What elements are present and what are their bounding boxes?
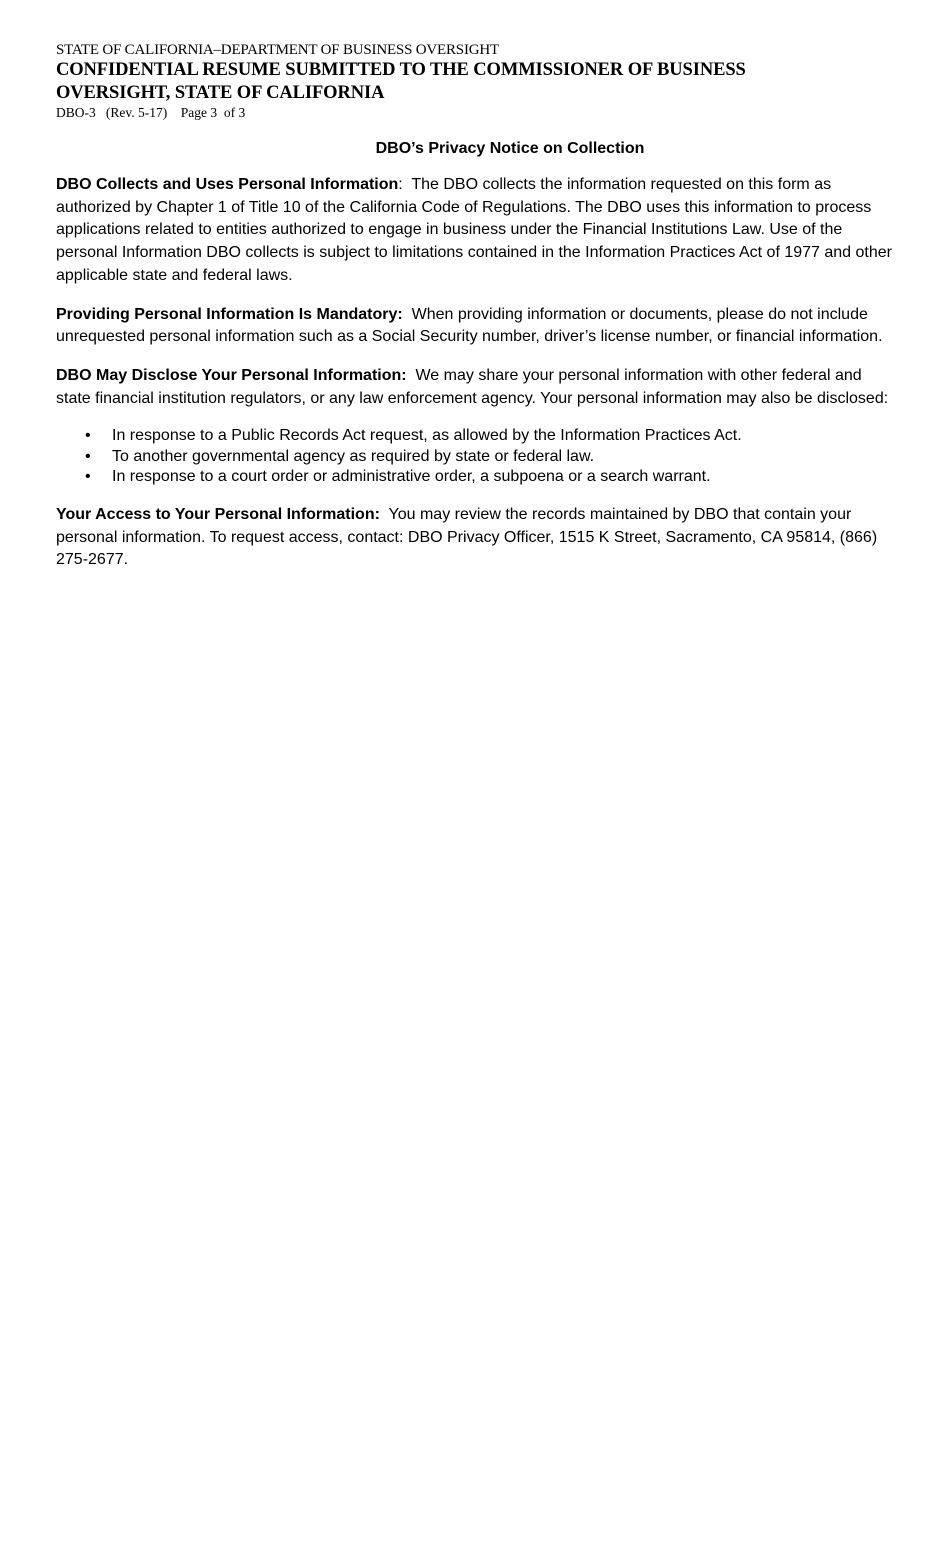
section-heading: DBO May Disclose Your Personal Information:: [56, 366, 407, 384]
section-text: The DBO collects the information requested on this form as authorized by Chapter 1 of Title 10 of the California Code of Regulations. The DBO uses this information to process applications related to entities authorized to engage in business under the Financial Institutions Law. Use of the personal Information DBO collects is subject to limitations contained in the Information Practices Act of 1977 and other applicable state and federal laws.: [56, 176, 892, 284]
form-title-line-2: OVERSIGHT, STATE OF CALIFORNIA: [56, 83, 385, 103]
section-text: When providing information or documents, please do not include unrequested personal information such as a Social Security number, driver’s license number, or financial information.: [56, 305, 883, 346]
section-heading: Your Access to Your Personal Information:: [56, 505, 380, 523]
list-item: [56, 426, 894, 447]
disclosure-list: [56, 426, 894, 488]
list-item-text: To another governmental agency as required by state or federal law.: [112, 447, 595, 465]
section-text: You may review the records maintained by DBO that contain your personal information. To request access, contact: DBO Privacy Officer, 1515 K Street, Sacramento, CA 95814, (866) 275-2677.: [56, 505, 878, 569]
section-may-disclose: [56, 365, 894, 410]
form-title-line-1: CONFIDENTIAL RESUME SUBMITTED TO THE COMMISSIONER OF BUSINESS: [56, 60, 746, 80]
bullet-glyph: •: [85, 427, 91, 445]
section-separator: [403, 306, 412, 323]
section-your-access: [56, 504, 894, 572]
list-item: [56, 447, 894, 468]
list-item-text: In response to a Public Records Act request, as allowed by the Information Practices Act.: [112, 427, 742, 445]
form-id-line: DBO-3 (Rev. 5-17) Page 3 of 3: [56, 105, 246, 120]
section-collects-uses: [56, 174, 894, 288]
section-heading: DBO Collects and Uses Personal Information: [56, 176, 399, 193]
section-mandatory: [56, 304, 894, 349]
section-heading: Providing Personal Information Is Mandatory:: [56, 305, 403, 323]
agency-line: STATE OF CALIFORNIA–DEPARTMENT OF BUSINESS OVERSIGHT: [56, 42, 499, 58]
section-separator: [380, 506, 389, 523]
notice-title: DBO’s Privacy Notice on Collection: [375, 140, 645, 157]
bullet-glyph: •: [85, 468, 91, 486]
document-page: [56, 41, 894, 572]
bullet-glyph: •: [85, 447, 91, 465]
section-text: We may share your personal information with other federal and state financial institution regulators, or any law enforcement agency. Your personal information may also be disclosed:: [56, 366, 889, 407]
list-item-text: In response to a court order or administrative order, a subpoena or a search warrant.: [112, 468, 711, 486]
list-item: [56, 467, 894, 488]
section-separator: :: [398, 176, 412, 193]
